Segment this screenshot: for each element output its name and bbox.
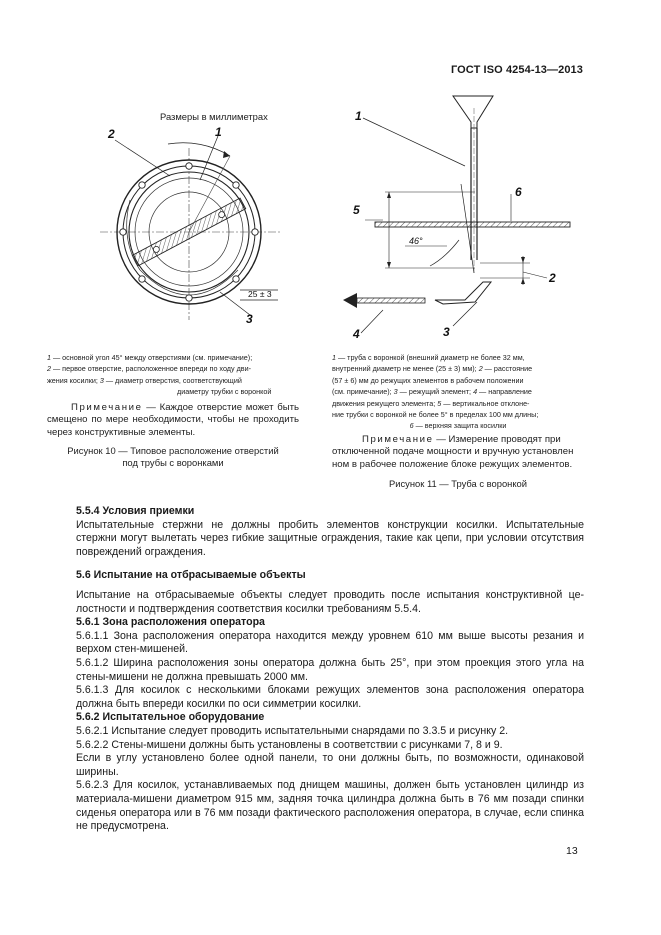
- section-5-6-text: Испытание на отбрасываемые объекты следует проводить после испытания конструктивной целостности и подтверждения соответствия косилки требованиям 5.5.4.: [76, 589, 584, 615]
- figure-11-note: Примечание — Измерение проводят при отключенной подаче мощности и вручную установлен ном в рабочее положение блоке режущих элементов.: [332, 434, 574, 470]
- section-5-6-2-heading: 5.6.2 Испытательное оборудование: [76, 711, 265, 724]
- para-5-6-2-3: 5.6.2.3 Для косилок, устанавливаемых под днищем машины, должен быть установлен цилиндр из материала-мишени диаметром 915 мм, задняя точка цилиндра должна быть в 76 мм позади спинки сиденья оператора или в 76 мм позади фактического расположения оператора, в случае, если спинка не предусмотрена.: [76, 779, 584, 833]
- fig11-label-5: 5: [353, 203, 360, 217]
- fig10-label-2: 2: [108, 127, 115, 141]
- section-5-6-body: [76, 589, 584, 834]
- figure-10-note: Примечание — Каждое отверстие может быть смещено по мере необходимости, чтобы не проходить через конструктивные элементы.: [47, 402, 299, 438]
- page-number: 13: [566, 845, 578, 857]
- document-id: ГОСТ ISO 4254-13—2013: [450, 64, 583, 76]
- figure-10-drawing: [80, 120, 290, 340]
- section-5-5-4-heading: 5.5.4 Условия приемки: [76, 505, 195, 517]
- figure-10-caption: Рисунок 10 — Типовое расположение отверстий под трубы с воронками: [67, 445, 279, 468]
- fig11-label-6: 6: [515, 185, 522, 199]
- section-5-6-1-heading: 5.6.1 Зона расположения оператора: [76, 616, 265, 629]
- section-5-5-4: [76, 505, 584, 559]
- figure-11-drawing: [335, 88, 585, 348]
- para-5-6-2-1: 5.6.2.1 Испытание следует проводить испытательными снарядами по 3.3.5 и рисунку 2.: [76, 724, 509, 737]
- para-5-6-2-2: 5.6.2.2 Стены-мишени должны быть установлены в соответствии с рисунками 7, 8 и 9.: [76, 738, 503, 751]
- fig10-label-3: 3: [246, 312, 253, 326]
- fig11-angle-label: 46°: [409, 236, 423, 246]
- fig11-label-3: 3: [443, 325, 450, 339]
- section-5-5-4-text: Испытательные стержни не должны пробить элементов конструкции косилки. Испытательные стержни могут вылетать через гибкие защитные ограждения, такие как цепи, при условии отсутствия повреждений ограждения.: [76, 518, 584, 558]
- fig11-label-2: 2: [549, 271, 556, 285]
- para-5-6-1-1: 5.6.1.1 Зона расположения оператора находится между уровнем 610 мм выше высоты резания и верхом стен-мишеней.: [76, 629, 584, 656]
- para-5-6-1-2: 5.6.1.2 Ширина расположения зоны оператора должна быть 25°, при этом проекция этого угла на стены-мишени не должна превышать 2000 мм.: [76, 656, 584, 683]
- figure-11-caption: Рисунок 11 — Труба с воронкой: [389, 478, 527, 489]
- para-5-6-1-3: 5.6.1.3 Для косилок с несколькими блоками режущих элементов зона расположения оператора должна быть впереди косилки по оси симметрии косилки.: [76, 684, 584, 710]
- figure-11-legend: 1 — труба с воронкой (внешний диаметр не более 32 мм, внутренний диаметр не менее (25 ± 3) мм); 2 — расстояние (57 ± 6) мм до режущих элементов в рабочем положении (см. примечание); 3 — режущий элемент; 4 — направление движения режущего элемента; 5 — вертикальное отклоне- ние трубки с воронкой не более 5° в пределах 100 мм длины; 6 — верхняя защита косилки: [332, 353, 539, 431]
- fig11-label-4: 4: [353, 327, 360, 341]
- section-5-6-heading: 5.6 Испытание на отбрасываемые объекты: [76, 569, 306, 581]
- section-5-6: [76, 569, 584, 583]
- fig10-dim-label: 25 ± 3: [248, 289, 272, 299]
- fig11-label-1: 1: [355, 109, 362, 123]
- fig10-label-1: 1: [215, 125, 222, 139]
- dimensions-note: Размеры в миллиметрах: [160, 111, 268, 122]
- para-5-6-2-2b: Если в углу установлено более одной панели, то они должны быть, по возможности, одинаковой ширины.: [76, 752, 584, 778]
- figure-10-legend: 1 — основной угол 45° между отверстиями (см. примечание); 2 — первое отверстие, расположенное впереди по ходу дви- жения косилки; 3 — диаметр отверстия, соответствующий диаметру трубки с воронкой: [47, 353, 272, 397]
